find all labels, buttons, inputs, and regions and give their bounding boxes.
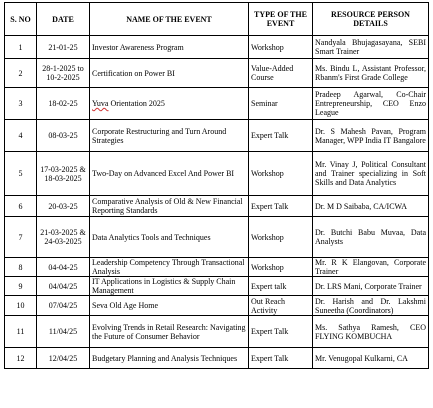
cell-person: Dr. M D Saibaba, CA/ICWA	[313, 196, 429, 217]
table-row	[5, 120, 429, 152]
cell-sno: 10	[5, 296, 37, 316]
table-row	[5, 59, 429, 88]
table-row	[5, 152, 429, 196]
cell-event: IT Applications in Logistics & Supply Chain Management	[90, 277, 249, 296]
cell-date: 12/04/25	[37, 348, 90, 369]
cell-date: 04-04-25	[37, 258, 90, 277]
cell-date: 28-1-2025 to 10-2-2025	[37, 59, 90, 88]
cell-person: Mr. Vinay J, Political Consultant and Trainer specializing in Soft Skills and Data Analytics	[313, 152, 429, 196]
spellcheck-word: Yuva	[92, 99, 109, 108]
cell-person: Ms. Sathya Ramesh, CEO FLYING KOMBUCHA	[313, 316, 429, 348]
table-row	[5, 88, 429, 120]
table-row	[5, 277, 429, 296]
cell-event: Evolving Trends in Retail Research: Navigating the Future of Consumer Behavior	[90, 316, 249, 348]
cell-sno: 9	[5, 277, 37, 296]
table-row	[5, 316, 429, 348]
cell-type: Workshop	[249, 152, 313, 196]
cell-person: Mr. Venugopal Kulkarni, CA	[313, 348, 429, 369]
cell-date: 20-03-25	[37, 196, 90, 217]
cell-date: 08-03-25	[37, 120, 90, 152]
cell-sno: 2	[5, 59, 37, 88]
cell-type: Workshop	[249, 217, 313, 258]
cell-type: Seminar	[249, 88, 313, 120]
cell-person: Dr. Harish and Dr. Lakshmi Suneetha (Coordinators)	[313, 296, 429, 316]
header-date: DATE	[37, 3, 90, 36]
cell-date: 11/04/25	[37, 316, 90, 348]
events-table	[4, 2, 429, 369]
cell-event: Certification on Power BI	[90, 59, 249, 88]
cell-date: 17-03-2025 & 18-03-2025	[37, 152, 90, 196]
cell-sno: 5	[5, 152, 37, 196]
cell-type: Out Reach Activity	[249, 296, 313, 316]
table-row	[5, 258, 429, 277]
cell-type: Expert talk	[249, 277, 313, 296]
table-row	[5, 196, 429, 217]
cell-type: Expert Talk	[249, 316, 313, 348]
cell-type: Workshop	[249, 36, 313, 59]
cell-sno: 7	[5, 217, 37, 258]
cell-sno: 8	[5, 258, 37, 277]
cell-event: Two-Day on Advanced Excel And Power BI	[90, 152, 249, 196]
cell-type: Expert Talk	[249, 120, 313, 152]
header-event: NAME OF THE EVENT	[90, 3, 249, 36]
cell-type: Expert Talk	[249, 348, 313, 369]
table-row	[5, 296, 429, 316]
cell-person: Dr. S Mahesh Pavan, Program Manager, WPP India IT Bangalore	[313, 120, 429, 152]
cell-type: Value-Added Course	[249, 59, 313, 88]
cell-event: Data Analytics Tools and Techniques	[90, 217, 249, 258]
cell-person: Nandyala Bhujagasayana, SEBI Smart Trainer	[313, 36, 429, 59]
cell-date: 04/04/25	[37, 277, 90, 296]
cell-event-rest: Orientation 2025	[108, 99, 165, 108]
cell-person: Dr. Butchi Babu Muvaa, Data Analysts	[313, 217, 429, 258]
cell-event	[90, 88, 249, 120]
table-row	[5, 217, 429, 258]
cell-type: Expert Talk	[249, 196, 313, 217]
cell-sno: 4	[5, 120, 37, 152]
cell-sno: 11	[5, 316, 37, 348]
cell-event: Comparative Analysis of Old & New Financial Reporting Standards	[90, 196, 249, 217]
cell-sno: 6	[5, 196, 37, 217]
cell-person: Dr. LRS Mani, Corporate Trainer	[313, 277, 429, 296]
cell-person: Mr. R K Elangovan, Corporate Trainer	[313, 258, 429, 277]
header-row	[5, 3, 429, 36]
cell-date: 18-02-25	[37, 88, 90, 120]
header-type: TYPE OF THE EVENT	[249, 3, 313, 36]
header-sno: S. NO	[5, 3, 37, 36]
cell-date: 07/04/25	[37, 296, 90, 316]
cell-event: Seva Old Age Home	[90, 296, 249, 316]
cell-date: 21-03-2025 & 24-03-2025	[37, 217, 90, 258]
cell-event: Investor Awareness Program	[90, 36, 249, 59]
cell-sno: 1	[5, 36, 37, 59]
cell-date: 21-01-25	[37, 36, 90, 59]
cell-sno: 12	[5, 348, 37, 369]
table-row	[5, 348, 429, 369]
cell-event: Budgetary Planning and Analysis Techniques	[90, 348, 249, 369]
cell-sno: 3	[5, 88, 37, 120]
header-person: RESOURCE PERSON DETAILS	[313, 3, 429, 36]
cell-person: Ms. Bindu L, Assistant Professor, Rbanm's First Grade College	[313, 59, 429, 88]
cell-event: Leadership Competency Through Transactional Analysis	[90, 258, 249, 277]
cell-type: Workshop	[249, 258, 313, 277]
table-row	[5, 36, 429, 59]
cell-event: Corporate Restructuring and Turn Around Strategies	[90, 120, 249, 152]
cell-person: Pradeep Agarwal, Co-Chair Entrepreneurship, CEO Enzo League	[313, 88, 429, 120]
